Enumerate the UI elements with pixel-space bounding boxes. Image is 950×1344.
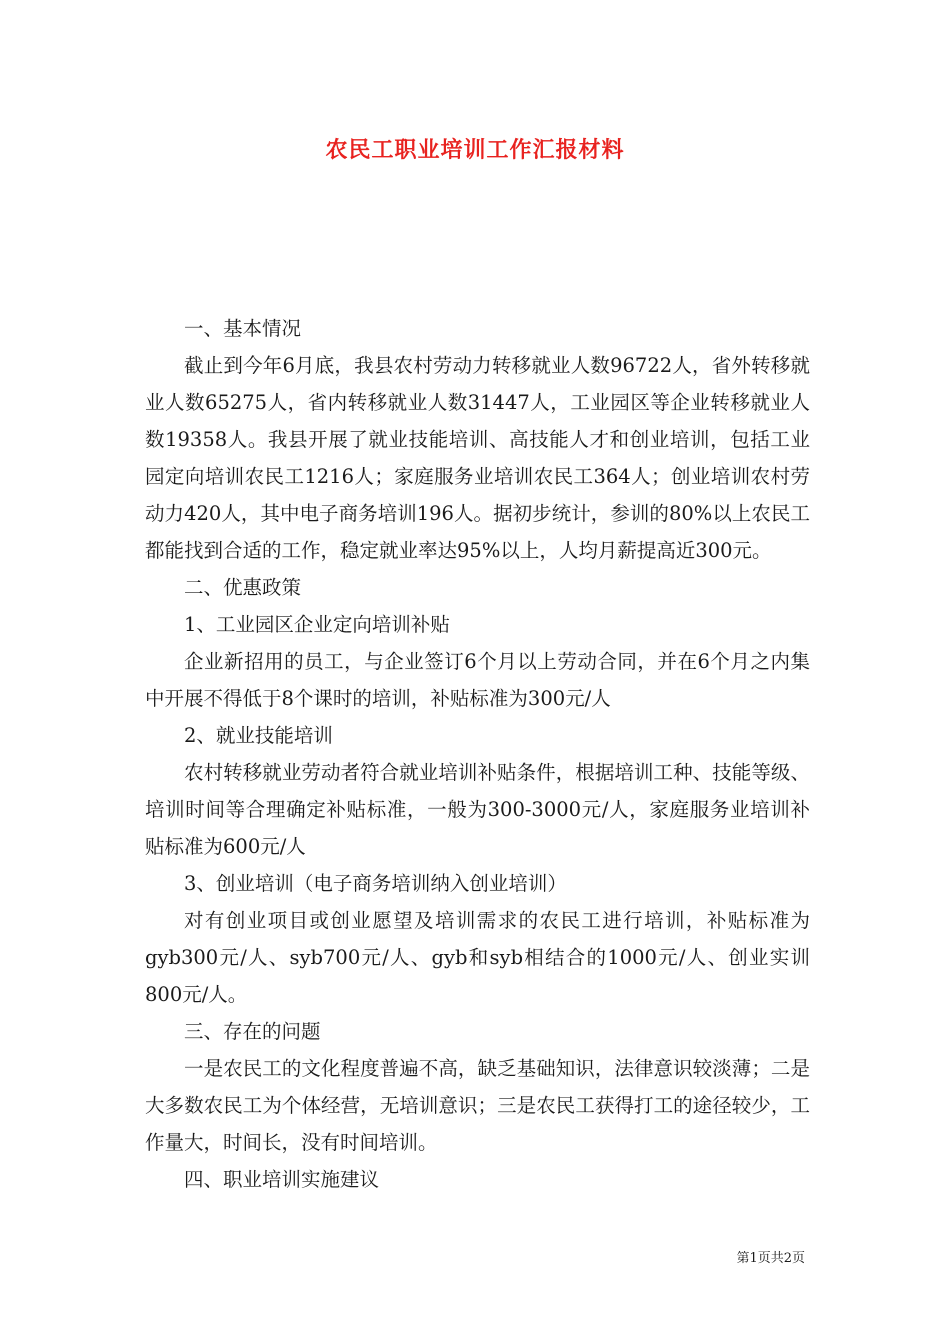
section-heading-basic-situation: 一、基本情况 [184, 317, 302, 340]
paragraph-entrepreneurship-training: 对有创业项目或创业愿望及培训需求的农民工进行培训，补贴标准为gyb300元/人、syb700元/人、gyb和syb相结合的1000元/人、创业实训800元/人。 [145, 909, 810, 1006]
document-body [145, 310, 810, 1198]
section-heading-existing-problems: 三、存在的问题 [184, 1020, 321, 1043]
paragraph-existing-problems: 一是农民工的文化程度普遍不高，缺乏基础知识，法律意识较淡薄；二是大多数农民工为个体经营，无培训意识；三是农民工获得打工的途径较少，工作量大，时间长，没有时间培训。 [145, 1057, 810, 1154]
paragraph-industrial-park-subsidy: 企业新招用的员工，与企业签订6个月以上劳动合同，并在6个月之内集中开展不得低于8个课时的培训，补贴标准为300元/人 [145, 650, 810, 710]
subheading-entrepreneurship-training: 3、创业培训（电子商务培训纳入创业培训） [184, 872, 567, 895]
paragraph-basic-situation: 截止到今年6月底，我县农村劳动力转移就业人数96722人，省外转移就业人数65275人，省内转移就业人数31447人，工业园区等企业转移就业人数19358人。我县开展了就业技能培训、高技能人才和创业培训，包括工业园定向培训农民工1216人；家庭服务业培训农民工364人；创业培训农村劳动力420人，其中电子商务培训196人。据初步统计，参训的80%以上农民工都能找到合适的工作，稳定就业率达95%以上，人均月薪提高近300元。 [145, 354, 810, 562]
subheading-industrial-park-subsidy: 1、工业园区企业定向培训补贴 [184, 613, 450, 636]
section-heading-preferential-policy: 二、优惠政策 [184, 576, 302, 599]
page-title: 农民工职业培训工作汇报材料 [325, 137, 625, 163]
paragraph-employment-skills-training: 农村转移就业劳动者符合就业培训补贴条件，根据培训工种、技能等级、培训时间等合理确定补贴标准，一般为300-3000元/人，家庭服务业培训补贴标准为600元/人 [145, 761, 810, 858]
subheading-employment-skills-training: 2、就业技能培训 [184, 724, 333, 747]
page-number: 第1页共2页 [736, 1251, 805, 1266]
section-heading-implementation-suggestions: 四、职业培训实施建议 [184, 1168, 380, 1191]
